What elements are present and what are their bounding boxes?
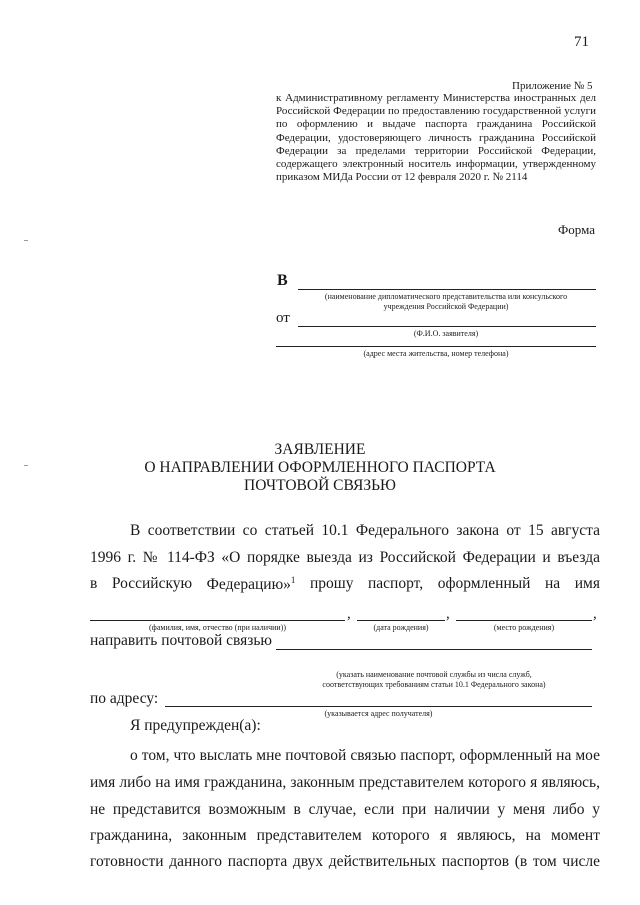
from-field[interactable] (298, 326, 596, 327)
form-label: Форма (558, 222, 595, 237)
annex-line: Федерации, удостоверяющего личность гражданина Российской (276, 131, 596, 144)
recipient-caption: (указывается адрес получателя) (324, 709, 433, 718)
word: паспорт, (368, 575, 424, 592)
word: на (545, 575, 561, 592)
birthplace-caption: (место рождения) (493, 623, 555, 632)
heading-line: О НАПРАВЛЕНИИ ОФОРМЛЕННОГО ПАСПОРТА (144, 459, 496, 476)
postal-caption (276, 670, 592, 690)
scan-edge-mark (24, 240, 28, 241)
annex-line: Российской Федерации по предоставлению государственной услуги (276, 105, 596, 118)
annex-line: приказом МИДа России от 12 февраля 2020 г. № 2114 (276, 171, 528, 184)
birthplace-field[interactable] (456, 620, 592, 621)
to-caption-line: (наименование дипломатического представительства или консульского (324, 292, 568, 301)
word: имя (574, 575, 600, 592)
word-text: Федерацию» (206, 576, 291, 594)
body-line: В соответствии со статьей 10.1 Федерального закона от 15 августа (130, 522, 600, 539)
to-caption-line: учреждения Российской Федерации) (383, 302, 509, 311)
footnote-mark: 1 (290, 575, 296, 585)
page-number: 71 (574, 34, 589, 50)
postal-service-field[interactable] (276, 649, 592, 650)
word: в (90, 575, 98, 592)
word: Российскую (111, 575, 193, 592)
from-caption: (Ф.И.О. заявителя) (413, 329, 479, 338)
annex-title: Приложение № 5 (512, 80, 593, 92)
postal-caption-line: соответствующих требованиям статьи 10.1 Федерального закона) (322, 680, 546, 689)
annex-text (276, 92, 596, 184)
heading-line: ПОЧТОВОЙ СВЯЗЬЮ (244, 477, 396, 494)
address-field[interactable] (276, 346, 596, 347)
to-prefix: В (277, 272, 288, 289)
body-line (90, 575, 600, 594)
annex-line: по оформлению и выдаче паспорта гражданина Российской (276, 118, 596, 131)
annex-line: Федерации за пределами территории Российской Федерации, (276, 144, 596, 157)
address-caption: (адрес места жительства, номер телефона) (363, 349, 509, 358)
body-line: гражданина, законным представителем которого я являюсь, на момент (90, 827, 600, 844)
word: оформленный (437, 575, 531, 592)
body-line: имя либо на имя гражданина, законным представителем которого я являюсь, (90, 774, 600, 791)
comma: , (593, 606, 597, 622)
birthdate-caption: (дата рождения) (373, 623, 429, 632)
annex-line: к Административному регламенту Министерства иностранных дел (276, 92, 596, 104)
word: прошу (309, 575, 354, 592)
comma: , (347, 606, 351, 622)
to-address-label: по адресу: (90, 690, 159, 707)
to-field[interactable] (298, 289, 596, 290)
to-caption (296, 292, 596, 312)
heading-title (0, 441, 640, 495)
annex-line: содержащего электронный носитель информации, утвержденному (276, 158, 596, 171)
body-line: о том, что выслать мне почтовой связью паспорт, оформленный на мое (130, 747, 600, 764)
from-prefix: от (276, 310, 290, 326)
postal-caption-line: (указать наименование почтовой службы из числа служб, (336, 670, 532, 679)
send-by-post-label: направить почтовой связью (90, 632, 273, 649)
body-line: 1996 г. № 114-ФЗ «О порядке выезда из Российской Федерации и въезда (90, 549, 600, 566)
body-line: готовности данного паспорта двух действительных паспортов (в том числе (90, 853, 600, 870)
recipient-address-field[interactable] (165, 706, 592, 707)
fio-caption: (фамилия, имя, отчество (при наличии)) (149, 623, 286, 632)
comma: , (446, 606, 450, 622)
body-line: не представится возможным в случае, если при наличии у меня либо у (90, 801, 600, 818)
heading-line: ЗАЯВЛЕНИЕ (274, 441, 366, 458)
warned-label: Я предупрежден(а): (130, 717, 261, 734)
birthdate-field[interactable] (357, 620, 445, 621)
fio-field[interactable] (90, 620, 345, 621)
word (207, 575, 296, 594)
